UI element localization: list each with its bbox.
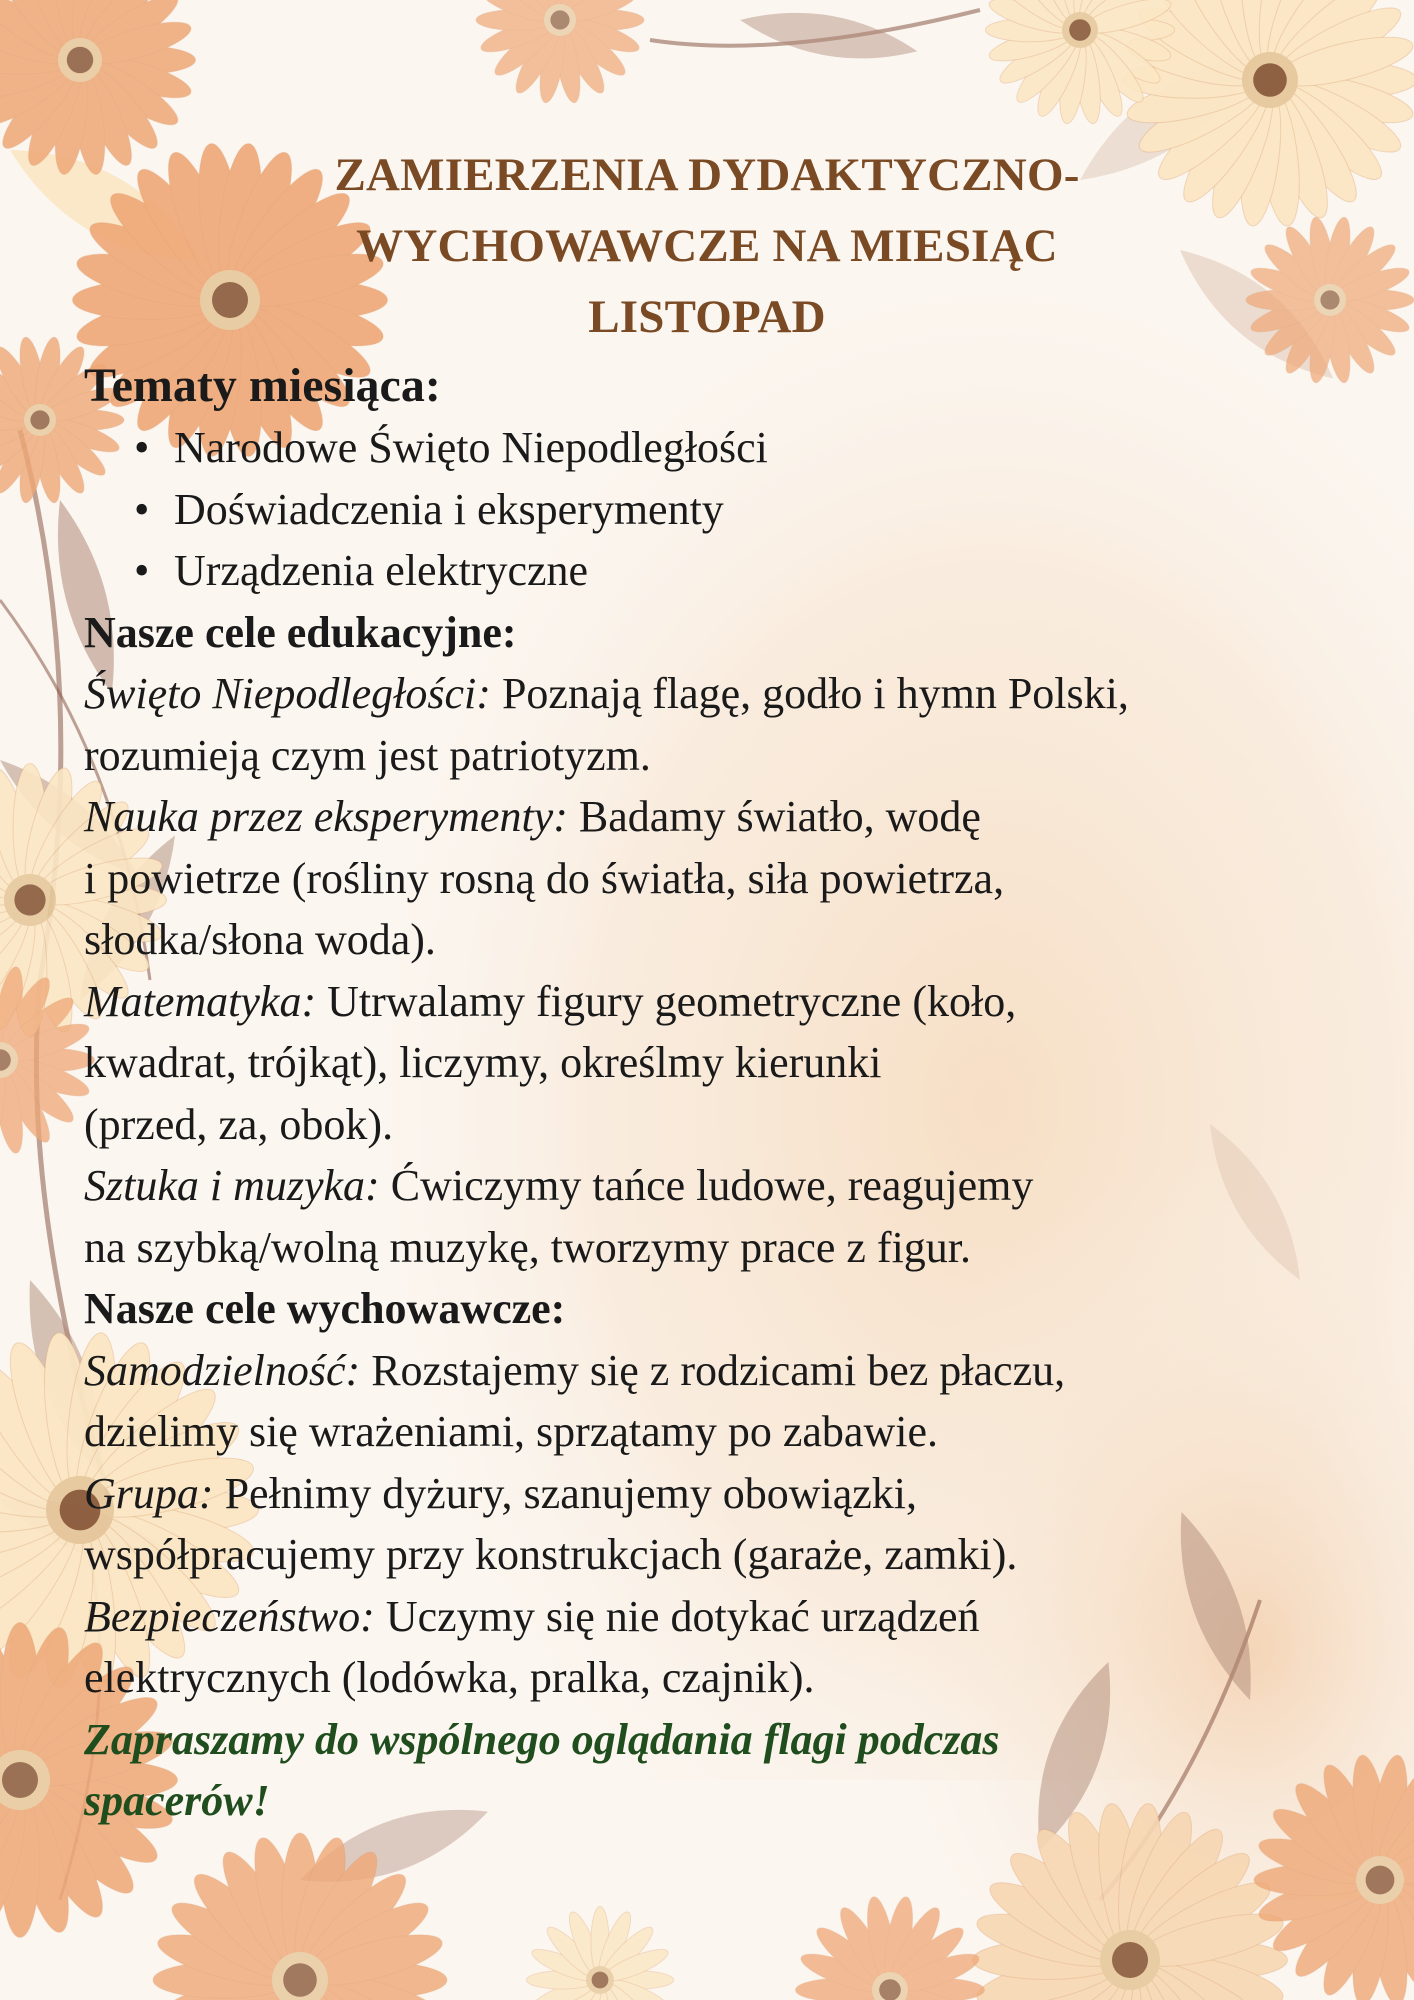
topic-item: • Urządzenia elektryczne: [134, 540, 1374, 602]
goal-text: Badamy światło, wodę: [567, 792, 981, 841]
goal-text: Uczymy się nie dotykać urządzeń: [374, 1591, 980, 1641]
goal-text: współpracujemy przy konstrukcjach (garaże, zamki).: [84, 1530, 1018, 1579]
edu-goal-independence-day: [84, 663, 1374, 786]
topic-item: • Doświadczenia i eksperymenty: [134, 479, 1374, 541]
care-goal-group: [84, 1463, 1374, 1586]
edu-goal-math: [84, 971, 1374, 1156]
goal-text: i powietrze (rośliny rosną do światła, siła powietrza,: [84, 853, 1005, 903]
edu-goal-experiments: [84, 786, 1374, 971]
goal-text: Ćwiczymy tańce ludowe, reagujemy: [379, 1161, 1034, 1210]
edu-goals-heading: Nasze cele edukacyjne:: [84, 607, 517, 657]
edu-goal-art-music: [84, 1155, 1374, 1278]
care-goal-safety: [84, 1586, 1374, 1709]
main-content: [84, 355, 1374, 1831]
title-line: WYCHOWAWCZE NA MIESIĄC: [356, 220, 1058, 272]
goal-label: Święto Niepodległości:: [84, 669, 491, 718]
goal-label: Nauka przez eksperymenty:: [84, 792, 568, 841]
title-line: LISTOPAD: [588, 291, 826, 343]
goal-text: Poznają flagę, godło i hymn Polski,: [490, 669, 1129, 718]
care-goals-heading: Nasze cele wychowawcze:: [84, 1284, 566, 1333]
topics-heading: Tematy miesiąca:: [84, 359, 441, 412]
goal-label: Bezpieczeństwo:: [84, 1591, 375, 1641]
closing-line: spacerów!: [84, 1775, 270, 1825]
goal-text: rozumieją czym jest patriotyzm.: [84, 730, 651, 780]
goal-text: (przed, za, obok).: [84, 1099, 394, 1149]
goal-text: kwadrat, trójkąt), liczymy, określmy kierunki: [84, 1038, 882, 1087]
goal-text: Pełnimy dyżury, szanujemy obowiązki,: [213, 1468, 918, 1518]
goal-label: Grupa:: [84, 1468, 214, 1518]
goal-text: dzielimy się wrażeniami, sprzątamy po zabawie.: [84, 1407, 938, 1456]
goal-text: Utrwalamy figury geometryczne (koło,: [316, 976, 1017, 1026]
goal-text: elektrycznych (lodówka, pralka, czajnik).: [84, 1653, 815, 1702]
closing-invitation: [84, 1709, 1374, 1831]
goal-label: Matematyka:: [84, 976, 317, 1026]
topic-item: • Narodowe Święto Niepodległości: [134, 417, 1374, 479]
title-line: ZAMIERZENIA DYDAKTYCZNO-: [334, 149, 1080, 201]
topics-list: [84, 417, 1374, 602]
goal-label: Samodzielność:: [84, 1345, 361, 1395]
goal-label: Sztuka i muzyka:: [84, 1161, 380, 1210]
closing-line: Zapraszamy do wspólnego oglądania flagi podczas: [84, 1714, 1000, 1764]
care-goal-independence: [84, 1340, 1374, 1463]
goal-text: na szybką/wolną muzykę, tworzymy prace z figur.: [84, 1222, 972, 1272]
page-title: [200, 140, 1214, 353]
goal-text: Rozstajemy się z rodzicami bez płaczu,: [360, 1345, 1066, 1395]
goal-text: słodka/słona woda).: [84, 915, 436, 964]
